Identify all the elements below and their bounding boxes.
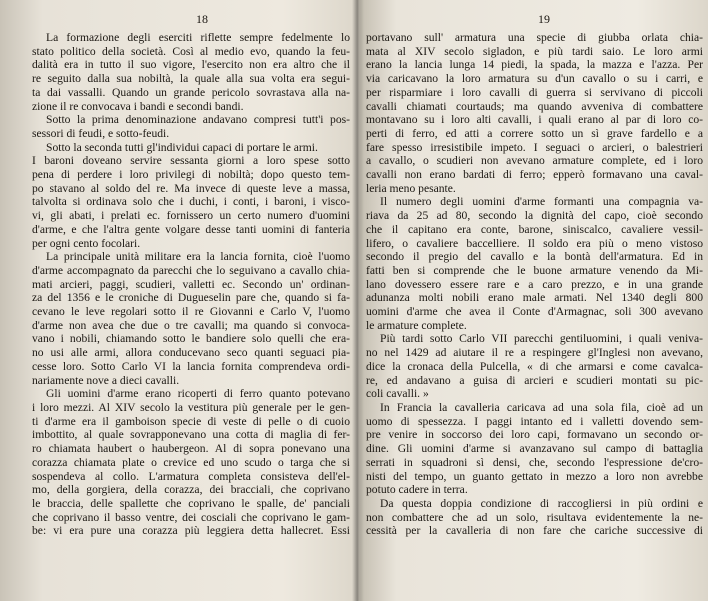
text-line: d'arme non avea che due o tre cavalli; ma quando si convoca- <box>32 318 350 332</box>
right-page <box>364 0 708 601</box>
text-line: potuto cadere in terra. <box>366 483 468 497</box>
text-line: le braccia, delle spallette che coprivano le spalle, de' panciali <box>32 496 350 510</box>
text-line: lano dovessero essere rare e a caro prezzo, e in una grande <box>366 277 703 291</box>
text-line: fare spesso irresistibile impeto. I seguaci o arcieri, o balestrieri <box>366 140 703 154</box>
book-gutter <box>352 0 364 601</box>
text-line: cavalli chiamati courtauds; ma quando avveniva di combattere <box>366 99 703 113</box>
text-line: cavalli non erano bardati di ferro; epperò formavano una caval- <box>366 168 703 182</box>
text-line: no usi alle armi, allora conducevano seco quanti seguaci pia- <box>32 346 350 360</box>
text-line: nariamente nove a dieci cavalli. <box>32 373 180 387</box>
text-line: per risparmiare i loro cavalli di guerra si servivano di piccoli <box>366 85 703 99</box>
left-page-text <box>32 31 350 538</box>
text-line: dice la cronaca della Pulcella, « di che armarsi e come cavalca- <box>366 359 703 373</box>
text-line: cevano le leve regolari sotto il re Giovanni e Carlo V, l'uomo <box>32 305 350 319</box>
text-line: per ogni cento focolari. <box>32 236 141 250</box>
text-line: secondo il pregio del cavallo e la bontà dell'armatura. Ed in <box>366 250 703 264</box>
text-line: leria meno pesante. <box>366 181 456 195</box>
text-line: via caricavano la loro armatura su d'un cavallo o su i carri, e <box>366 72 703 86</box>
text-line: uomini d'arme che avea il Conte d'Armagnac, soli 300 avevano <box>366 305 703 319</box>
text-line: pena di perdere i loro privilegi di nobiltà; dopo questo tem- <box>32 168 350 182</box>
text-line: ro chiamata haubert o haubergeon. Al di sopra ponevano una <box>32 442 350 456</box>
text-line: a cavallo, o scudieri non avevano armature complete, ed i loro <box>366 154 703 168</box>
text-line: nisti del tempo, un guanto gettato in mezzo a loro non avrebbe <box>366 469 703 483</box>
text-line: fatti ben si comprende che le buone armature venendo da Mi- <box>366 263 703 277</box>
text-line: imbottito, al quale sovrapponevano una cotta di maglia di fer- <box>32 428 350 442</box>
text-line: mati arcieri, paggi, scudieri, valletti ec. Secondo un' ordinan- <box>32 277 350 291</box>
text-line: no nel 1429 ad aiutare il re a respingere gl'Inglesi non avevano, <box>366 346 703 360</box>
text-line: sessori di feudi, e sotto-feudi. <box>32 126 170 140</box>
text-line: le armature complete. <box>366 318 467 332</box>
text-line: Gli uomini d'arme erano ricoperti di ferro quanto potevano <box>46 387 350 401</box>
text-line: riava da 25 ad 80, secondo la dignità del capo, cioè secondo <box>366 209 703 223</box>
text-line: dine. Gli uomini d'arme si avanzavano sul campo di battaglia <box>366 442 703 456</box>
text-line: be: vi era pure una corazza più leggiera detta hallecret. Essi <box>32 524 350 538</box>
text-line: serrati in squadroni sì densi, che, secondo l'espressione de'cro- <box>366 455 703 469</box>
text-line: adunanza molti nobili erano male armati. Nel 1340 degli 800 <box>366 291 703 305</box>
text-line: re, ed andavano a guisa di arcieri e scudieri montati su pic- <box>366 373 703 387</box>
text-line: portavano sull' armatura una specie di giubba orlata chia- <box>366 31 703 44</box>
text-line: che il capitano era conte, barone, siniscalco, cavaliere vessil- <box>366 222 703 236</box>
text-line: cessità per la cavalleria di non fare che cariche successive di <box>366 524 703 538</box>
text-line: La principale unità militare era la lancia fornita, cioè l'uomo <box>46 250 350 264</box>
page-number-left: 18 <box>196 12 208 26</box>
right-page-text <box>366 31 703 538</box>
text-line: talvolta si ordinava solo che i duchi, i conti, i baroni, i visco- <box>32 195 350 209</box>
text-line: zione il re convocava i bandi e secondi bandi. <box>32 99 244 113</box>
text-line: Da questa doppia condizione di raccogliersi in più ordini e <box>380 496 703 510</box>
text-line: mo, della gorgiera, della corazza, dei bracciali, che coprivano <box>32 483 350 497</box>
text-line: d'arme, e che l'altra gente volgare desse tanti uomini di fanteria <box>32 222 350 236</box>
text-line: vano i nobili, chiamando sotto le bandiere solo quelli che era- <box>32 332 350 346</box>
text-line: cesse loro. Sotto Carlo VI la lancia fornita comprendeva ordi- <box>32 359 350 373</box>
text-line: corazza chiamata plate o crevice ed uno scudo o targa che si <box>32 455 350 469</box>
page-number-right: 19 <box>538 12 550 26</box>
text-line: i loro mezzi. Al XIV secolo la vestitura più generale per le gen- <box>32 400 350 414</box>
left-page <box>0 0 352 601</box>
text-line: za del 1356 e le croniche di Dugueselin pare che, quando si fa- <box>32 291 350 305</box>
text-line: Più tardi sotto Carlo VII parecchi gentiluomini, i quali veniva- <box>380 332 703 346</box>
text-line: lifero, o cavaliere baccelliere. Il soldo era più o meno vistoso <box>366 236 703 250</box>
text-line: pre venire in soccorso dei loro capi, formavano un secondo or- <box>366 428 703 442</box>
text-line: coli cavalli. » <box>366 387 429 401</box>
text-line: erano la lancia lunga 14 piedi, la spada, la mazza e l'azza. Per <box>366 58 703 72</box>
text-line: La formazione degli eserciti riflette sempre fedelmente lo <box>46 31 350 44</box>
text-line: Il numero degli uomini d'arme formanti una compagnia va- <box>380 195 703 209</box>
text-line: ti d'arme era il gamboison specie di veste di pelle o di cuoio <box>32 414 350 428</box>
text-line: po stavano al soldo del re. Ma invece di queste leve a massa, <box>32 181 350 195</box>
text-line: dalità era in tutto il suo vigore, l'esercito non era altro che il <box>32 58 350 72</box>
text-line: Sotto la prima denominazione andavano compresi tutt'i pos- <box>46 113 350 127</box>
text-line: In Francia la cavalleria caricava ad una sola fila, cioè ad un <box>380 400 703 414</box>
text-line: stato politico della società. Così al medio evo, quando la feu- <box>32 44 350 58</box>
text-line: perti di ferro, ed atti a correre sotto un sì grave fardello e a <box>366 126 703 140</box>
text-line: I baroni doveano servire sessanta giorni a loro spese sotto <box>32 154 350 168</box>
text-line: Sotto la seconda tutti gl'individui capaci di portare le armi. <box>46 140 318 154</box>
text-line: vi, gli abati, i prelati ec. fornissero un certo numero d'uomini <box>32 209 350 223</box>
text-line: montavano su i loro alti cavalli, i quali erano al par di loro co- <box>366 113 703 127</box>
text-line: uomo di spessezza. I paggi intanto ed i valletti dovendo sem- <box>366 414 703 428</box>
text-line: mata al XIV secolo sigladon, e più tardi saio. Le loro armi <box>366 44 703 58</box>
text-line: ta dai vassalli. Quando un grande pericolo sovrastava alla na- <box>32 85 350 99</box>
text-line: che coprivano il basso ventre, dei cosciali che coprivano le gam- <box>32 510 350 524</box>
text-line: re seguito dalla sua nobiltà, la quale alla sua volta era segui- <box>32 72 350 86</box>
text-line: sospendeva al collo. L'armatura completa consisteva dell'el- <box>32 469 350 483</box>
text-line: d'arme accompagnato da parecchi che lo seguivano a cavallo chia- <box>32 263 350 277</box>
text-line: non combattere che ad un solo, risultava evidentemente la ne- <box>366 510 703 524</box>
